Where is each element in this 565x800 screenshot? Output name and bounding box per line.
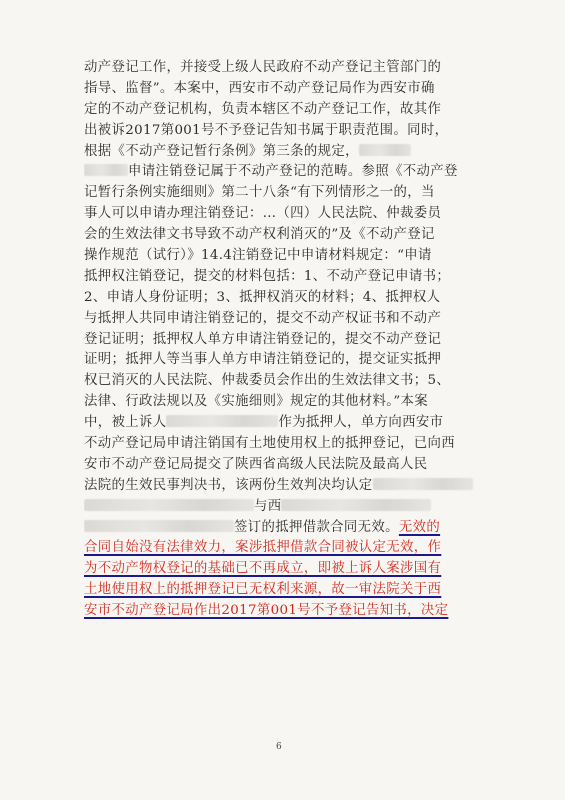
text-line: 2、申请人身份证明；3、抵押权消灭的材料；4、抵押权人 — [84, 289, 441, 305]
redaction-mark — [84, 520, 234, 532]
text-line: 证明；抵押人等当事人单方申请注销登记的，提交证实抵押 — [84, 352, 442, 368]
text-line: 安市不动产登记局提交了陕西省高级人民法院及最高人民 — [84, 456, 428, 472]
text-line: 事人可以申请办理注销登记：…（四）人民法院、仲裁委员 — [84, 206, 442, 222]
text-line: 定的不动产登记机构，负责本辖区不动产登记工作，故其作 — [84, 101, 442, 117]
redaction-mark — [84, 164, 128, 176]
text-line: 出被诉2017第001号不予登记告知书属于职责范围。同时， — [84, 122, 449, 138]
text-line — [84, 476, 494, 497]
redaction-mark — [281, 499, 431, 511]
text-fragment: 作为抵押人，单方向西安市 — [278, 415, 444, 431]
highlighted-line: 合同自始没有法律效力，案涉抵押借款合同被认定无效，作 — [84, 540, 442, 556]
text-line: 指导、监督”。本案中，西安市不动产登记局作为西安市确 — [84, 80, 435, 96]
text-line — [84, 413, 494, 434]
text-fragment: 法院的生效民事判决书，该两份生效判决均认定 — [84, 477, 373, 493]
text-line: 操作规范（试行）》14.4注销登记中申请材料规定：“申请 — [84, 248, 432, 264]
document-body — [84, 58, 494, 622]
text-line — [84, 518, 494, 539]
text-fragment: 申请注销登记属于不动产登记的范畴。参照《不动产登 — [128, 164, 458, 180]
highlighted-text: 无效的 — [398, 519, 441, 535]
text-line: 记暂行条例实施细则》第二十八条“有下列情形之一的，当 — [84, 185, 435, 201]
text-fragment: 中，被上诉人 — [84, 415, 167, 431]
text-line: 与抵押人共同申请注销登记的，提交不动产权证书和不动产 — [84, 310, 442, 326]
redaction-mark — [359, 144, 411, 156]
text-fragment: 与西 — [254, 498, 282, 514]
redaction-mark — [166, 415, 278, 427]
text-line: 不动产登记局申请注销国有土地使用权上的抵押登记，已向西 — [84, 436, 455, 452]
text-line: 会的生效法律文书导致不动产权利消灭的”及《不动产登记 — [84, 227, 435, 243]
text-fragment: 根据《不动产登记暂行条例》第三条的规定， — [84, 143, 359, 159]
highlighted-line: 为不动产物权登记的基础已不再成立，即被上诉人案涉国有 — [84, 561, 442, 577]
text-line: 法律、行政法规以及《实施细则》规定的其他材料。”本案 — [84, 394, 429, 410]
highlighted-line: 安市不动产登记局作出2017第001号不予登记告知书，决定 — [84, 603, 449, 619]
text-line — [84, 162, 494, 183]
redaction-mark — [84, 499, 254, 511]
text-line: 动产登记工作，并接受上级人民政府不动产登记主管部门的 — [84, 60, 442, 75]
text-line: 权已消灭的人民法院、仲裁委员会作出的生效法律文书；5、 — [84, 373, 451, 389]
text-line — [84, 142, 494, 163]
highlighted-line: 土地使用权上的抵押登记已无权利来源，故一审法院关于西 — [84, 582, 442, 598]
page-number: 6 — [276, 742, 282, 752]
text-line: 登记证明；抵押权人单方申请注销登记的，提交不动产登记 — [84, 331, 442, 347]
text-line — [84, 497, 494, 518]
text-line: 抵押权注销登记，提交的材料包括：1、不动产登记申请书； — [84, 268, 451, 284]
text-fragment: 签订的抵押借款合同无效。 — [234, 519, 399, 535]
redaction-mark — [373, 478, 473, 490]
